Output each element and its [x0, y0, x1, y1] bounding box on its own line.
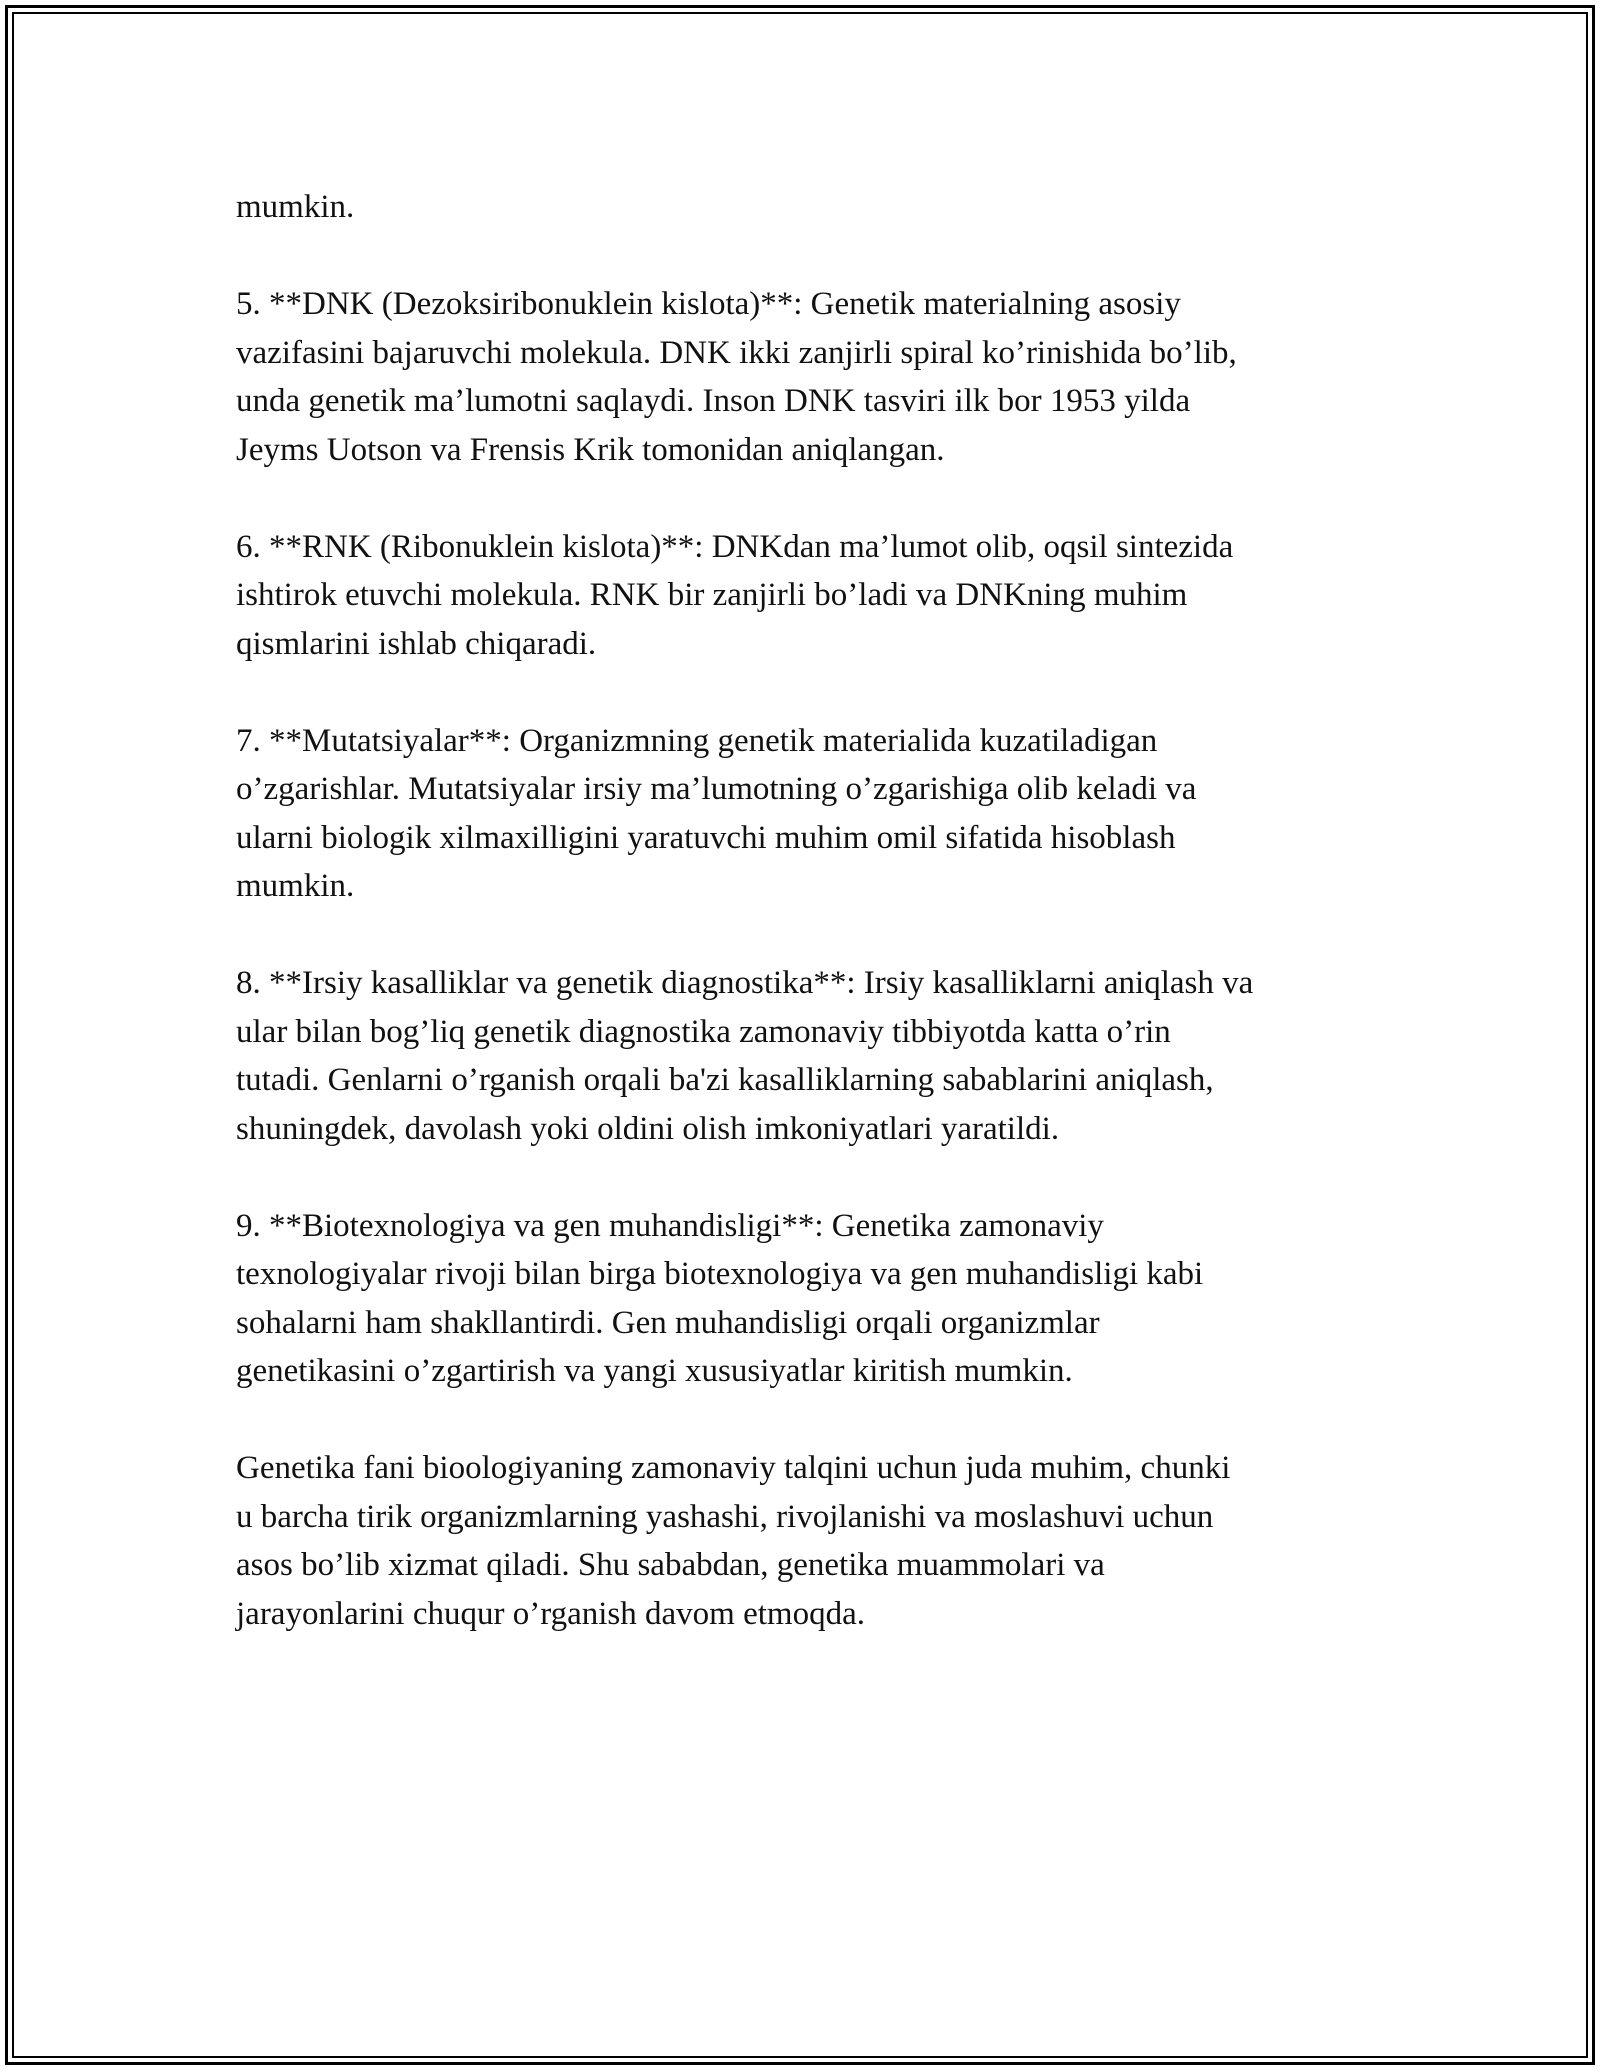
text-line: 7. **Mutatsiyalar**: Organizmning genetik materialida kuzatiladigan: [236, 722, 1158, 759]
text-line: shuningdek, davolash yoki oldini olish imkoniyatlari yaratildi.: [236, 1110, 1060, 1147]
paragraph-continuation: [236, 183, 1396, 232]
text-line: mumkin.: [236, 868, 355, 904]
paragraph-item-6-rnk: [236, 523, 1396, 669]
text-line: ularni biologik xilmaxilligini yaratuvchi muhim omil sifatida hisoblash: [236, 819, 1176, 856]
text-line: o’zgarishlar. Mutatsiyalar irsiy ma’lumotning o’zgarishiga olib keladi va: [236, 771, 1197, 807]
text-line: 9. **Biotexnologiya va gen muhandisligi**: Genetika zamonaviy: [236, 1207, 1104, 1244]
text-line: tutadi. Genlarni o’rganish orqali ba'zi kasalliklarning sabablarini aniqlash,: [236, 1062, 1214, 1098]
text-line: vazifasini bajaruvchi molekula. DNK ikki zanjirli spiral ko’rinishida bo’lib,: [236, 334, 1237, 371]
text-line: ular bilan bog’liq genetik diagnostika zamonaviy tibbiyotda katta o’rin: [236, 1013, 1171, 1050]
paragraph-item-9-biotexnologiya: [236, 1202, 1396, 1396]
paragraph-item-5-dnk: [236, 280, 1396, 474]
text-line: jarayonlarini chuqur o’rganish davom etmoqda.: [236, 1595, 865, 1632]
text-line: u barcha tirik organizmlarning yashashi, rivojlanishi va moslashuvi uchun: [236, 1498, 1214, 1535]
text-line: ishtirok etuvchi molekula. RNK bir zanjirli bo’ladi va DNKning muhim: [236, 577, 1188, 613]
paragraph-item-7-mutatsiyalar: [236, 717, 1396, 911]
text-line: 6. **RNK (Ribonuklein kislota)**: DNKdan ma’lumot olib, oqsil sintezida: [236, 528, 1234, 565]
paragraph-item-8-irsiy-kasalliklar: [236, 959, 1396, 1153]
text-line: texnologiyalar rivoji bilan birga biotexnologiya va gen muhandisligi kabi: [236, 1256, 1204, 1292]
text-line: genetikasini o’zgartirish va yangi xususiyatlar kiritish mumkin.: [236, 1353, 1073, 1389]
text-line: asos bo’lib xizmat qiladi. Shu sababdan, genetika muammolari va: [236, 1547, 1105, 1583]
document-body: [236, 183, 1396, 1687]
text-line: Genetika fani bioologiyaning zamonaviy talqini uchun juda muhim, chunki: [236, 1450, 1231, 1486]
text-line: 8. **Irsiy kasalliklar va genetik diagnostika**: Irsiy kasalliklarni aniqlash va: [236, 965, 1254, 1001]
text-line: sohalarni ham shakllantirdi. Gen muhandisligi orqali organizmlar: [236, 1304, 1100, 1341]
text-line: 5. **DNK (Dezoksiribonuklein kislota)**: Genetik materialning asosiy: [236, 286, 1181, 322]
paragraph-conclusion: [236, 1444, 1396, 1638]
text-line: Jeyms Uotson va Frensis Krik tomonidan aniqlangan.: [236, 431, 945, 468]
text-line: unda genetik ma’lumotni saqlaydi. Inson DNK tasviri ilk bor 1953 yilda: [236, 383, 1191, 419]
text-line: qismlarini ishlab chiqaradi.: [236, 625, 597, 662]
text-line: mumkin.: [236, 189, 355, 225]
